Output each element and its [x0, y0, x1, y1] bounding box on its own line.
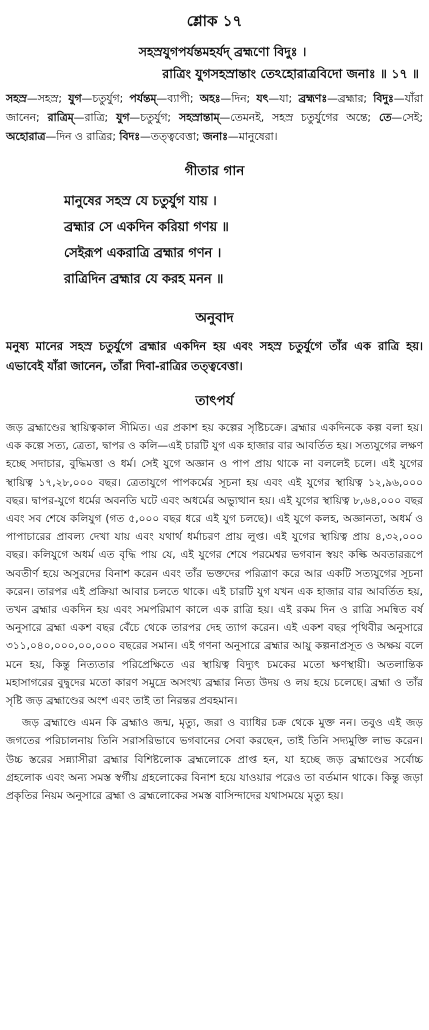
- meaning-word: পর্যন্তম্: [129, 92, 157, 105]
- purport-body: [6, 419, 423, 805]
- meaning-text: চতুর্যুগ;: [92, 92, 130, 105]
- meaning-text: যা;: [279, 92, 299, 105]
- meaning-text: রাত্রি;: [84, 111, 117, 124]
- meaning-text: চতুর্যুগ;: [140, 111, 179, 124]
- meaning-word: রাত্রিম্: [47, 111, 74, 124]
- meaning-text: দিন ও রাত্রির;: [56, 130, 120, 143]
- meaning-text: দিন;: [231, 92, 257, 105]
- sloka-number: শ্লোক ১৭: [186, 12, 243, 30]
- meaning-text: মানুষেরা।: [238, 130, 278, 143]
- purport-paragraph: জড় ব্রহ্মাণ্ডের স্থায়িত্বকাল সীমিত। এর প্রকাশ হয় কল্পের সৃষ্টিচক্রে। ব্রহ্মার একদিনকে কল্প বলা হয়। এক কল্পে সত্য, ত্রেতা, দ্বাপর ও কলি—এই চারটি যুগ এক হাজার বার আবর্তিত হয়। সত্যযুগের লক্ষণ হচ্ছে সদাচার, বুদ্ধিমত্তা ও ধর্ম। সেই যুগে অজ্ঞান ও পাপ প্রায় থাকে না বললেই চলে। এই যুগের স্থায়িত্ব ১৭,২৮,০০০ বছর। ত্রেতাযুগে পাপকর্মের সূচনা হয় এবং এই যুগের স্থায়িত্ব ১২,৯৬,০০০ বছর। দ্বাপর-যুগে ধর্মের অবনতি ঘটে এবং অধর্মের অভ্যুত্থান হয়। এই যুগের স্থায়িত্ব ৮,৬৪,০০০ বছর এবং সব শেষে কলিযুগ (গত ৫,০০০ বছর ধরে এই যুগ চলছে)। এই যুগে কলহ, অজ্ঞানতা, অধর্ম ও পাপাচারের প্রাবল্য দেখা যায় এবং যথার্থ ধর্মাচরণ প্রায় লুপ্ত। এই যুগের স্থায়িত্ব প্রায় ৪,৩২,০০০ বছর। কলিযুগে অধর্ম এত বৃদ্ধি পায় যে, এই যুগের শেষে পরমেশ্বর ভগবান স্বয়ং কল্কি অবতাররূপে অবতীর্ণ হয়ে অসুরদের বিনাশ করেন এবং তাঁর ভক্তদের পরিত্রাণ করে আর একটি সত্যযুগের সূচনা করেন। তারপর এই প্রক্রিয়া আবার চলতে থাকে। এই চারটি যুগ যখন এক হাজার বার আবর্তিত হয়, তখন ব্রহ্মার একদিন হয় এবং সমপরিমাণ কালে এক রাত্রি হয়। এই রকম দিন ও রাত্রি সমন্বিত বর্ষ অনুসারে ব্রহ্মা একশ বছর বেঁচে থেকে তারপর দেহ ত্যাগ করেন। এই একশ বছর পৃথিবীর অনুসারে ৩১১,০৪০,০০০,০০,০০০ বছরের সমান। এই গণনা অনুসারে ব্রহ্মার আয়ু কল্পনাপ্রসূত ও অক্ষয় বলে মনে হয়, কিন্তু নিত্যতার পরিপ্রেক্ষিতে এর স্থায়িত্ব বিদ্যুৎ চমকের মতো ক্ষণস্থায়ী। অতলান্তিক মহাসাগরের বুদ্বুদের মতো কারণ সমুদ্রে অসংখ্য ব্রহ্মার নিত্য উদয় ও লয় হয়ে চলেছে। ব্রহ্মা ও তাঁর সৃষ্টি জড় ব্রহ্মাণ্ডের অংশ এবং তাই তা নিরন্তর প্রবহমান।: [6, 422, 423, 708]
- meaning-word: বিদুঃ: [373, 92, 394, 105]
- meaning-word: তে: [378, 111, 392, 124]
- meaning-text: সেই;: [402, 111, 423, 124]
- song-line: মানুষের সহস্র যে চতুর্যুগ যায় ।: [64, 194, 217, 209]
- meaning-word: অহঃ: [199, 92, 221, 105]
- meaning-text: তত্ত্ববেত্তা;: [150, 130, 203, 143]
- meaning-word: যুগ: [116, 111, 130, 124]
- meaning-word: বিদঃ: [119, 130, 140, 143]
- purport-paragraph: জড় ব্রহ্মাণ্ডে এমন কি ব্রহ্মাও জন্ম, মৃত্যু, জরা ও ব্যাধির চক্র থেকে মুক্ত নন। তবুও এই জড় জগতের পরিচালনায় তিনি সরাসরিভাবে ভগবানের সেবা করছেন, তাই তিনি সদ্যমুক্তি লাভ করেন। উচ্চ স্তরের সন্ন্যাসীরা ব্রহ্মার বিশিষ্টলোক ব্রহ্মলোকে প্রাপ্ত হন, যা হচ্ছে জড় ব্রহ্মাণ্ডের সর্বোচ্চ গ্রহলোক এবং অন্য সমস্ত স্বর্গীয় গ্রহলোকের বিনাশ হয়ে যাওয়ার পরেও তা বর্তমান থাকে। কিন্তু জড়া প্রকৃতির নিয়ম অনুসারে ব্রহ্মা ও ব্রহ্মলোকের সমস্ত বাসিন্দাদের যথাসময়ে মৃত্যু হয়।: [6, 717, 423, 803]
- word-meanings: সহস্র—সহস্র; যুগ—চতুর্যুগ; পর্যন্তম্—ব্যাপী; অহঃ—দিন; যৎ—যা; ব্রহ্মণঃ—ব্রহ্মার; বিদুঃ—যাঁরা জানেন; রাত্রিম্—রাত্রি; যুগ—চতুর্যুগ; সহস্রান্তাম্—তেমনই, সহস্র চতুর্যুগের অন্তে; তে—সেই; অহোরাত্র—দিন ও রাত্রির; বিদঃ—তত্ত্ববেত্তা; জনাঃ—মানুষেরা।: [6, 92, 423, 143]
- meaning-text: তেমনই, সহস্র চতুর্যুগের অন্তে;: [230, 111, 379, 124]
- song-title: গীতার গান: [184, 163, 245, 179]
- meaning-word: যৎ: [256, 92, 269, 105]
- song-line: ব্রহ্মার সে একদিন করিয়া গণয় ॥: [64, 220, 229, 235]
- meaning-word: সহস্র: [6, 92, 27, 105]
- sanskrit-verse-line-1: সহস্রযুগপর্যন্তমহর্যদ্ ব্রহ্মণো বিদুঃ ।: [138, 44, 307, 59]
- sanskrit-verse-line-2: রাত্রিং যুগসহস্রান্তাং তেঽহোরাত্রবিদো জনাঃ ॥ ১৭ ॥: [162, 66, 419, 81]
- song-line: সেইরূপ একরাত্রি ব্রহ্মার গণন ।: [64, 246, 222, 261]
- meaning-text: সহস্র;: [37, 92, 69, 105]
- meaning-word: যুগ: [68, 92, 82, 105]
- translation-title: অনুবাদ: [195, 310, 234, 326]
- meaning-text: ব্রহ্মার;: [337, 92, 374, 105]
- meaning-text: যাঁরা জানেন;: [6, 92, 423, 124]
- song-line: রাত্রিদিন ব্রহ্মার যে করহ মনন ॥: [64, 272, 224, 287]
- meaning-text: ব্যাপী;: [167, 92, 200, 105]
- meaning-word: সহস্রান্তাম্: [178, 111, 220, 124]
- meaning-word: ব্রহ্মণঃ: [298, 92, 328, 105]
- meaning-word: অহোরাত্র: [6, 130, 46, 143]
- translation-text: মনুষ্য মানের সহস্র চতুর্যুগে ব্রহ্মার একদিন হয় এবং সহস্র চতুর্যুগে তাঁর এক রাত্রি হয়। এভাবেই যাঁরা জানেন, তাঁরা দিবা-রাত্রির তত্ত্ববেত্তা।: [6, 339, 423, 373]
- meaning-word: জনাঃ: [202, 130, 228, 143]
- song-verse: [6, 189, 423, 293]
- purport-title: তাৎপর্য: [195, 393, 234, 409]
